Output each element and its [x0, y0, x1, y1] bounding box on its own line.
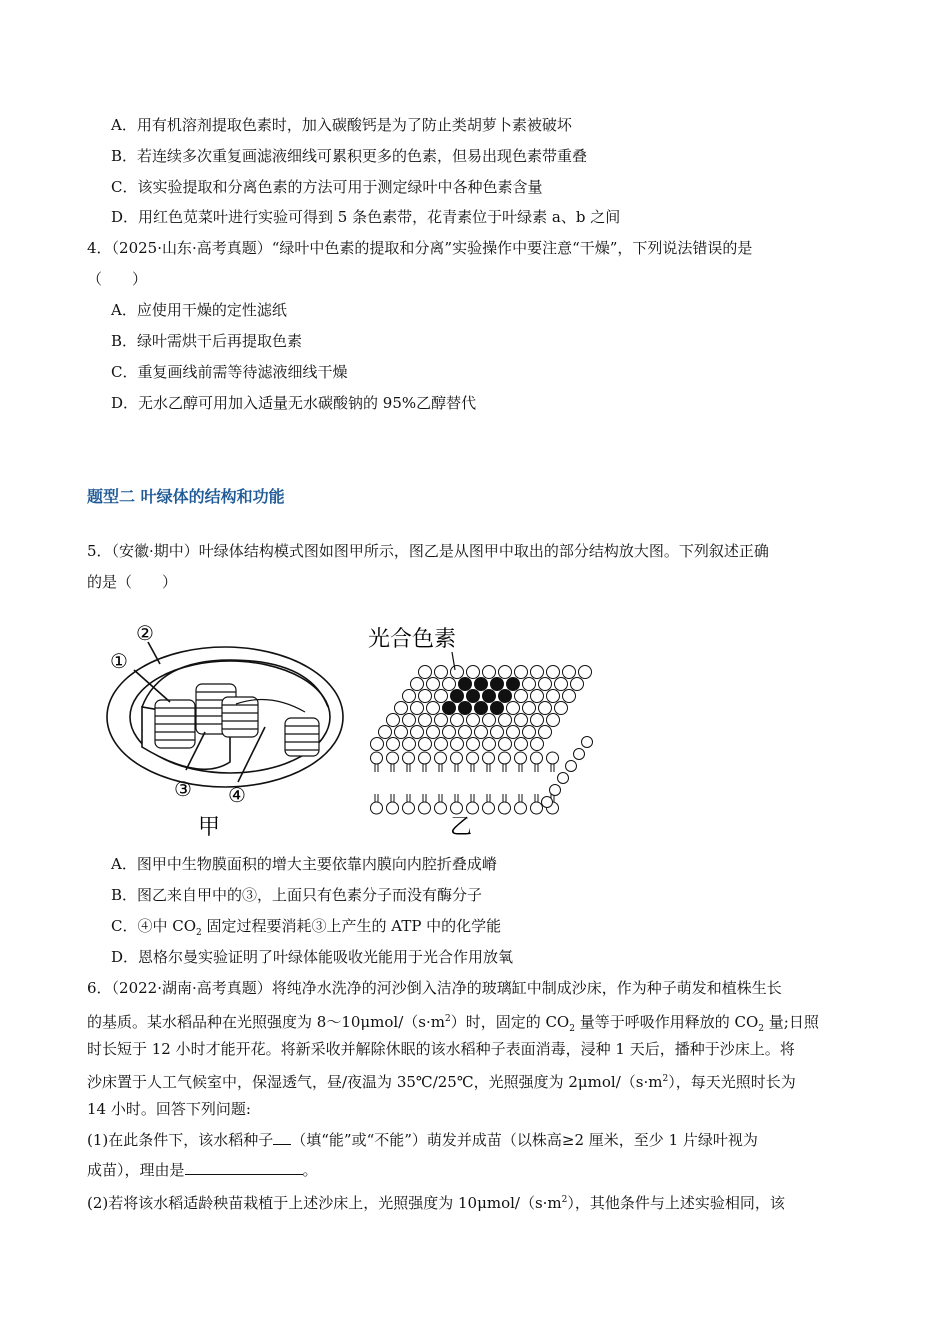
label-3: ③: [174, 777, 192, 801]
q4-stem-bracket: （ ）: [87, 270, 148, 288]
q6-line-4: 沙床置于人工气候室中，保湿透气，昼/夜温为 35℃/25℃，光照强度为 $2\mu mol/(s\cdot m^2)$，每天光照时长为: [87, 1073, 796, 1091]
q6-part-2: (2)若将该水稻适龄秧苗栽植于上述沙床上，光照强度为 $10\mu mol/(s\cdot m^2)$，其他条件与上述实验相同，该: [87, 1194, 785, 1212]
pigment-label: 光合色素: [368, 627, 457, 652]
q3-option-c: C．该实验提取和分离色素的方法可用于测定绿叶中各种色素含量: [111, 178, 543, 196]
section-heading: 题型二 叶绿体的结构和功能: [87, 487, 285, 506]
q6-part-1: (1)在此条件下，该水稻种子 （填“能”或“不能”）萌发并成苗（以株高≥2 厘米，至少 1 片绿叶视为: [87, 1131, 758, 1149]
q3-option-a: A．用有机溶剂提取色素时，加入碳酸钙是为了防止类胡萝卜素被破坏: [111, 116, 572, 134]
chloroplast-diagram: [107, 642, 343, 787]
q5-option-a: A．图甲中生物膜面积的增大主要依靠内膜向内腔折叠成嵴: [111, 855, 497, 873]
q6-line-1: 6．（2022·湖南·高考真题）将纯净水洗净的河沙倒入洁净的玻璃缸中制成沙床，作为种子萌发和植株生长: [87, 979, 782, 997]
q6-line-3: 时长短于 12 小时才能开花。将新采收并解除休眠的该水稻种子表面消毒，浸种 1 天后，播种于沙床上。将: [87, 1040, 795, 1058]
caption-yi: 乙: [450, 815, 473, 840]
thylakoid-membrane-diagram: [371, 666, 593, 815]
chloroplast-figure: [100, 612, 600, 842]
q3-option-b: B．若连续多次重复画滤液细线可累积更多的色素，但易出现色素带重叠: [111, 147, 588, 165]
q5-option-c: C．④中 $CO_2$ 固定过程要消耗③上产生的 ATP 中的化学能: [111, 917, 502, 938]
q4-option-c: C．重复画线前需等待滤液细线干燥: [111, 363, 348, 381]
label-4: ④: [228, 783, 246, 807]
q4-option-a: A．应使用干燥的定性滤纸: [111, 301, 287, 319]
q6-line-2: 的基质。某水稻品种在光照强度为 $8\sim 10\mu mol/(s\cdot m^2)$时，固定的 $CO_2$ 量等于呼吸作用释放的 $CO_2$ 量;日照: [87, 1013, 819, 1034]
q5-stem: 5．（安徽·期中）叶绿体结构模式图如图甲所示，图乙是从图甲中取出的部分结构放大图。下列叙述正确: [87, 542, 769, 560]
label-1: ①: [110, 649, 128, 673]
answer-blank-2[interactable]: [185, 1160, 303, 1175]
q4-option-d: D．无水乙醇可用加入适量无水碳酸钠的 95%乙醇替代: [111, 394, 477, 412]
q4-option-b: B．绿叶需烘干后再提取色素: [111, 332, 303, 350]
q5-option-b: B．图乙来自甲中的③，上面只有色素分子而没有酶分子: [111, 886, 483, 904]
q5-stem-end: 的是（ ）: [87, 573, 178, 591]
q6-part-1-reason: 成苗），理由是 。: [87, 1161, 318, 1179]
q4-stem: 4．（2025·山东·高考真题）“绿叶中色素的提取和分离”实验操作中要注意“干燥”，下列说法错误的是: [87, 239, 753, 257]
label-2: ②: [136, 621, 154, 645]
answer-blank-1[interactable]: [273, 1130, 291, 1145]
q3-option-d: D．用红色苋菜叶进行实验可得到 5 条色素带，花青素位于叶绿素 a、b 之间: [111, 208, 621, 226]
caption-jia: 甲: [198, 815, 221, 840]
q6-line-5: 14 小时。回答下列问题:: [87, 1100, 251, 1118]
q5-option-d: D．恩格尔曼实验证明了叶绿体能吸收光能用于光合作用放氧: [111, 948, 514, 966]
